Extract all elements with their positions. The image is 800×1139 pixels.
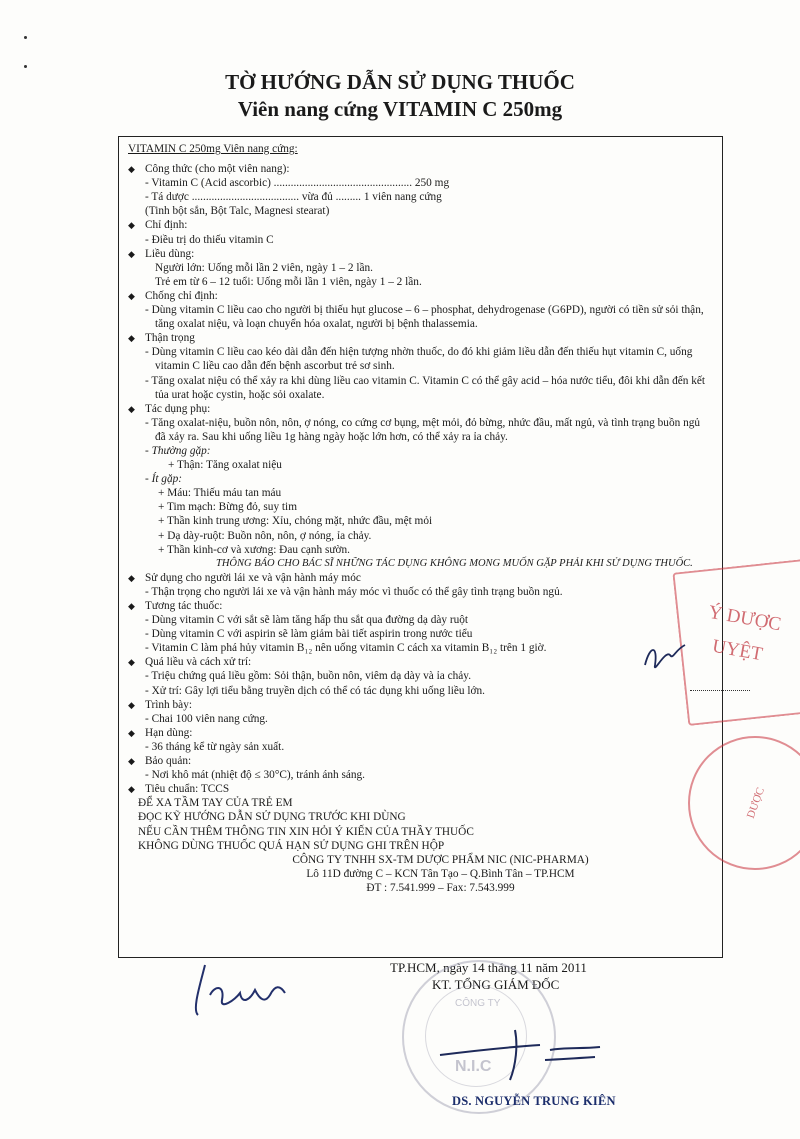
leaflet-line: + Thần kinh trung ương: Xỉu, chóng mặt, nhức đầu, mệt mỏi <box>158 515 433 528</box>
section-heading: Sử dụng cho người lái xe và vận hành máy móc <box>145 571 361 584</box>
bullet-diamond-icon: ◆ <box>128 756 135 767</box>
leaflet-line: THÔNG BÁO CHO BÁC SĨ NHỮNG TÁC DỤNG KHÔNG MONG MUỐN GẶP PHẢI KHI SỬ DỤNG THUỐC. <box>216 557 693 569</box>
leaflet-line <box>128 247 713 261</box>
leaflet-line: + Thận: Tăng oxalat niệu <box>168 459 282 472</box>
leaflet-line: - Triệu chứng quá liều gồm: Sỏi thận, buồn nôn, viêm dạ dày và ỉa chảy. <box>145 670 472 683</box>
bullet-diamond-icon: ◆ <box>128 699 135 710</box>
section-heading: Tiêu chuẩn: TCCS <box>145 783 230 796</box>
document-subtitle: Viên nang cứng VITAMIN C 250mg <box>237 97 563 121</box>
leaflet-line: + Tim mạch: Bừng đỏ, suy tim <box>158 501 297 514</box>
section-heading: Công thức (cho một viên nang): <box>145 163 290 176</box>
leaflet-line <box>128 754 713 768</box>
bullet-diamond-icon: ◆ <box>128 657 135 668</box>
company-name: CÔNG TY TNHH SX-TM DƯỢC PHẨM NIC (NIC-PHARMA) <box>292 853 589 866</box>
leaflet-lines <box>128 162 713 853</box>
section-heading: Quá liều và cách xử trí: <box>145 656 252 669</box>
leaflet-line: - Dùng vitamin C liều cao kéo dài dẫn đến hiện tượng nhờn thuốc, do đó khi giảm liều dẫn đến thiếu hụt vitamin C, uống vitamin C liều cao dẫn đến bệnh ascorbut trẻ sơ sinh. <box>145 346 693 373</box>
section-heading: Thận trọng <box>145 332 195 345</box>
leaflet-line <box>128 726 713 740</box>
scan-mark <box>24 65 27 68</box>
section-heading: Chỉ định: <box>145 219 188 232</box>
section-heading: Tương tác thuốc: <box>145 600 223 612</box>
leaflet-line <box>128 331 713 345</box>
leaflet-line: - 36 tháng kể từ ngày sản xuất. <box>145 740 285 753</box>
section-heading: Tác dụng phụ: <box>145 402 211 415</box>
section-heading: Hạn dùng: <box>145 726 193 739</box>
company-phone: ĐT : 7.541.999 – Fax: 7.543.999 <box>366 881 515 894</box>
bullet-diamond-icon: ◆ <box>128 601 135 611</box>
leaflet-line: - Tăng oxalat niệu có thể xảy ra khi dùng liều cao vitamin C. Vitamin C có thể gây acid – hóa nước tiểu, đôi khi dẫn đến kết tủa urat hoặc cystin, hoặc sỏi oxalate. <box>145 374 706 401</box>
approval-stamp-text: Ý DƯỢC <box>706 601 783 636</box>
red-seal-text: DƯỢC <box>744 786 767 820</box>
signature-left <box>180 955 300 1025</box>
leaflet-line: - Xử trí: Gây lợi tiểu bằng truyền dịch có thể có tác dụng khi uống liều lớn. <box>145 684 485 697</box>
company-address: Lô 11D đường C – KCN Tân Tạo – Q.Bình Tân – TP.HCM <box>306 867 575 880</box>
leaflet-line <box>128 402 713 416</box>
bullet-diamond-icon: ◆ <box>128 333 135 344</box>
leaflet-line: - Ít gặp: <box>145 473 183 486</box>
product-heading: VITAMIN C 250mg Viên nang cứng: <box>128 143 298 155</box>
bullet-diamond-icon: ◆ <box>128 572 135 583</box>
leaflet-content <box>128 142 713 895</box>
leaflet-line: - Dùng vitamin C liều cao cho người bị thiếu hụt glucose – 6 – phosphat, dehydrogenase (G6PD), người có tiền sử sỏi thận, tăng oxalat niệu, và loạn chuyển hóa oxalat, người bị bệnh thalassemia. <box>145 304 704 331</box>
signature-line <box>690 690 750 691</box>
leaflet-line <box>128 655 713 669</box>
leaflet-line: - Tăng oxalat-niệu, buồn nôn, nôn, ợ nóng, co cứng cơ bụng, mệt mỏi, đỏ bừng, nhức đầu, mất ngủ, và tình trạng buồn ngủ đã xảy ra. Sau khi uống liều 1g hàng ngày hoặc lớn hơn, có thể xảy ra ỉa chảy. <box>145 416 701 443</box>
leaflet-line: NẾU CẦN THÊM THÔNG TIN XIN HỎI Ý KIẾN CỦA THẦY THUỐC <box>138 825 474 838</box>
leaflet-line: - Dùng vitamin C với aspirin sẽ làm giảm bài tiết aspirin trong nước tiểu <box>145 628 473 641</box>
leaflet-line: - Điều trị do thiếu vitamin C <box>145 233 274 246</box>
leaflet-line: Trẻ em từ 6 – 12 tuổi: Uống mỗi lần 1 viên, ngày 1 – 2 lần. <box>155 275 422 288</box>
leaflet-line: ĐỌC KỸ HƯỚNG DẪN SỬ DỤNG TRƯỚC KHI DÙNG <box>138 811 406 824</box>
company-seal-brand: N.I.C <box>455 1058 492 1075</box>
leaflet-line: - Vitamin C (Acid ascorbic) ................................................. 250 mg <box>145 177 450 190</box>
section-heading: Bảo quản: <box>145 755 192 768</box>
leaflet-line: + Dạ dày-ruột: Buồn nôn, nôn, ợ nóng, ỉa chảy. <box>158 529 372 542</box>
leaflet-line: - Thận trọng cho người lái xe và vận hành máy móc vì thuốc có thể gây tình trạng buồn ngủ. <box>145 585 563 598</box>
bullet-diamond-icon: ◆ <box>128 784 135 795</box>
leaflet-line <box>128 218 713 232</box>
section-heading: Trình bày: <box>145 698 192 711</box>
leaflet-line: - Nơi khô mát (nhiệt độ ≤ 30°C), tránh ánh sáng. <box>145 769 365 782</box>
leaflet-line <box>128 782 713 796</box>
section-heading: Chống chỉ định: <box>145 289 218 302</box>
leaflet-line: - Tá dược ...................................... vừa đủ ......... 1 viên nang cứng <box>145 191 442 204</box>
bullet-diamond-icon: ◆ <box>128 248 135 259</box>
company-seal-text: CÔNG TY <box>455 998 501 1009</box>
section-heading: Liều dùng: <box>145 247 195 260</box>
signature-director <box>430 1025 610 1085</box>
handwritten-initials <box>640 640 700 680</box>
leaflet-line: - Chai 100 viên nang cứng. <box>145 712 268 725</box>
bullet-diamond-icon: ◆ <box>128 164 135 175</box>
leaflet-line: - Dùng vitamin C với sắt sẽ làm tăng hấp thu sắt qua đường dạ dày ruột <box>145 614 469 627</box>
leaflet-line <box>128 698 713 712</box>
leaflet-line: (Tinh bột sắn, Bột Talc, Magnesi stearat) <box>145 205 330 218</box>
leaflet-line: ĐỂ XA TẦM TAY CỦA TRẺ EM <box>138 797 293 810</box>
leaflet-line <box>128 571 713 585</box>
signing-date: TP.HCM, ngày 14 tháng 11 năm 2011 <box>390 960 587 975</box>
document-title: TỜ HƯỚNG DẪN SỬ DỤNG THUỐC <box>225 70 575 94</box>
leaflet-line <box>128 289 713 303</box>
leaflet-line: + Máu: Thiếu máu tan máu <box>158 487 282 500</box>
bullet-diamond-icon: ◆ <box>128 290 135 301</box>
leaflet-line: - Vitamin C làm phá hủy vitamin B₁₂ nên uống vitamin C cách xa vitamin B₁₂ trên 1 giờ. <box>145 642 547 655</box>
bullet-diamond-icon: ◆ <box>128 220 135 231</box>
leaflet-line: + Thần kinh-cơ và xương: Đau cạnh sườn. <box>158 543 350 556</box>
bullet-diamond-icon: ◆ <box>128 403 135 414</box>
approval-stamp-text2: UYỆT <box>710 635 765 666</box>
bullet-diamond-icon: ◆ <box>128 727 135 738</box>
signer-role: KT. TỔNG GIÁM ĐỐC <box>432 977 560 992</box>
scan-mark <box>24 36 27 39</box>
leaflet-line: Người lớn: Uống mỗi lần 2 viên, ngày 1 – 2 lần. <box>155 261 373 274</box>
leaflet-line <box>128 599 713 613</box>
leaflet-line: KHÔNG DÙNG THUỐC QUÁ HẠN SỬ DỤNG GHI TRÊN HỘP <box>138 839 445 852</box>
leaflet-line <box>128 162 713 176</box>
signer-name: DS. NGUYỄN TRUNG KIÊN <box>452 1094 616 1108</box>
leaflet-line: - Thường gặp: <box>145 444 211 457</box>
